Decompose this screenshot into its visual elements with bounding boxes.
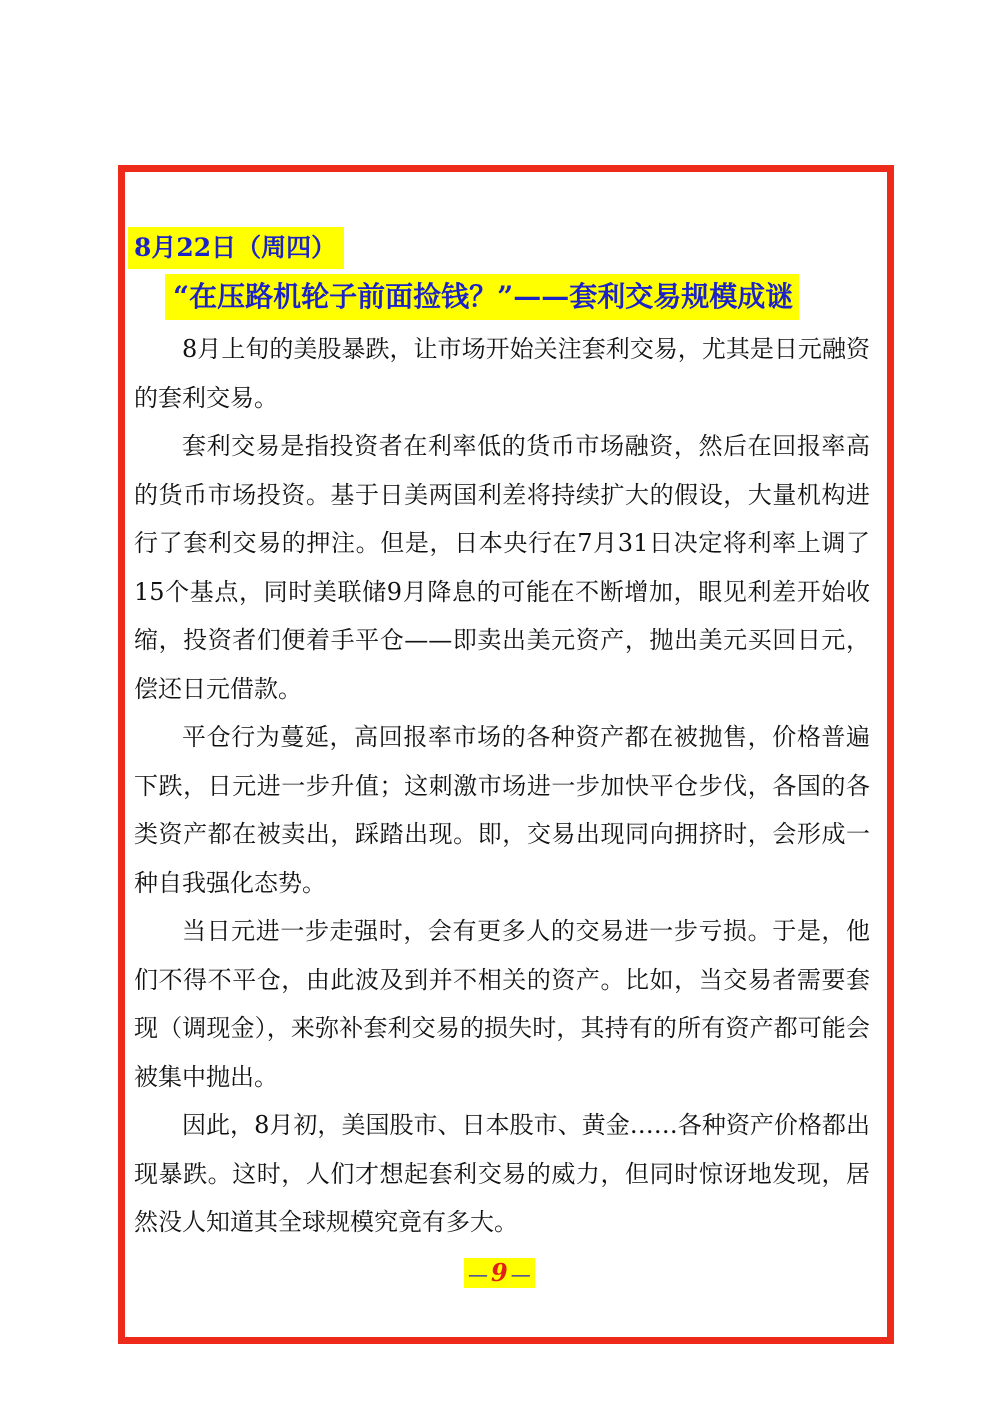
- page-number-footer: [464, 1258, 535, 1288]
- paragraph: 套利交易是指投资者在利率低的货币市场融资，然后在回报率高的货币市场投资。基于日美两国利差将持续扩大的假设，大量机构进行了套利交易的押注。但是，日本央行在7月31日决定将利率上调了15个基点，同时美联储9月降息的可能在不断增加，眼见利差开始收缩，投资者们便着手平仓——即卖出美元资产，抛出美元买回日元，偿还日元借款。: [134, 432, 870, 703]
- page-number-dash-left: —: [468, 1262, 488, 1286]
- paragraph: 因此，8月初，美国股市、日本股市、黄金……各种资产价格都出现暴跌。这时，人们才想起套利交易的威力，但同时惊讶地发现，居然没人知道其全球规模究竟有多大。: [134, 1111, 870, 1236]
- paragraph: 当日元进一步走强时，会有更多人的交易进一步亏损。于是，他们不得不平仓，由此波及到并不相关的资产。比如，当交易者需要套现（调现金），来弥补套利交易的损失时，其持有的所有资产都可能会被集中抛出。: [134, 917, 870, 1091]
- page-number-dash-right: —: [510, 1262, 531, 1286]
- article-body: [134, 325, 870, 1247]
- page-number: 9: [491, 1258, 508, 1287]
- paragraph: 8月上旬的美股暴跌，让市场开始关注套利交易，尤其是日元融资的套利交易。: [134, 335, 870, 412]
- date-heading: 8月22日（周四）: [128, 227, 344, 269]
- article-title: “在压路机轮子前面捡钱？”——套利交易规模成谜: [165, 274, 799, 320]
- paragraph: 平仓行为蔓延，高回报率市场的各种资产都在被抛售，价格普遍下跌，日元进一步升值；这刺激市场进一步加快平仓步伐，各国的各类资产都在被卖出，踩踏出现。即，交易出现同向拥挤时，会形成一种自我强化态势。: [134, 723, 870, 897]
